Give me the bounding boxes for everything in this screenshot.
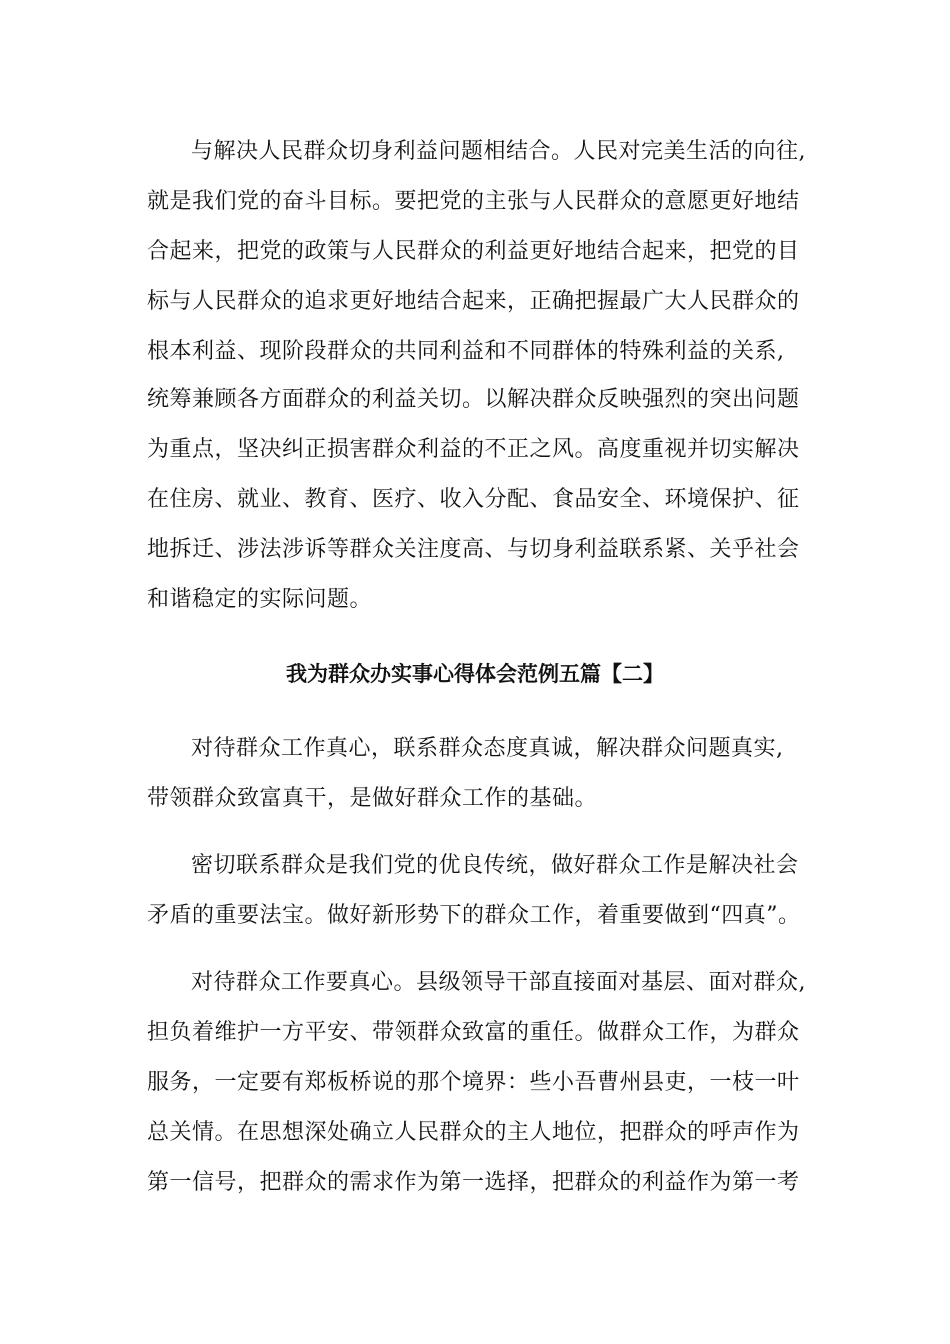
text-line: 第一信号，把群众的需求作为第一选择，把群众的利益作为第一考 <box>147 1170 800 1195</box>
text-line: 为重点，坚决纠正损害群众利益的不正之风。高度重视并切实解决 <box>147 437 800 462</box>
text-line: 与解决人民群众切身利益问题相结合。人民对完美生活的向往, <box>191 139 806 164</box>
text-line: 对待群众工作真心，联系群众态度真诚，解决群众问题真实, <box>191 736 784 761</box>
text-line: 和谐稳定的实际问题。 <box>147 587 373 612</box>
text-line: 就是我们党的奋斗目标。要把党的主张与人民群众的意愿更好地结 <box>147 189 800 214</box>
text-line: 服务，一定要有郑板桥说的那个境界：些小吾曹州县吏，一枝一叶 <box>147 1070 800 1095</box>
text-line: 对待群众工作要真心。县级领导干部直接面对基层、面对群众, <box>191 970 806 995</box>
text-line: 带领群众致富真干，是做好群众工作的基础。 <box>147 786 598 811</box>
text-line: 统筹兼顾各方面群众的利益关切。以解决群众反映强烈的突出问题 <box>147 387 800 412</box>
text-line: 担负着维护一方平安、带领群众致富的重任。做群众工作，为群众 <box>147 1020 800 1045</box>
text-line: 密切联系群众是我们党的优良传统，做好群众工作是解决社会 <box>191 853 799 878</box>
text-line: 矛盾的重要法宝。做好新形势下的群众工作，着重要做到“四真”。 <box>147 903 801 928</box>
section-heading: 我为群众办实事心得体会范例五篇【二】 <box>286 662 664 686</box>
text-line: 合起来，把党的政策与人民群众的利益更好地结合起来，把党的目 <box>147 239 800 264</box>
text-line: 根本利益、现阶段群众的共同利益和不同群体的特殊利益的关系, <box>147 339 785 364</box>
text-line: 标与人民群众的追求更好地结合起来，正确把握最广大人民群众的 <box>147 289 800 314</box>
text-line: 地拆迁、涉法涉诉等群众关注度高、与切身利益联系紧、关乎社会 <box>147 537 800 562</box>
text-line: 总关情。在思想深处确立人民群众的主人地位，把群众的呼声作为 <box>147 1120 800 1145</box>
text-line: 在住房、就业、教育、医疗、收入分配、食品安全、环境保护、征 <box>147 487 800 512</box>
